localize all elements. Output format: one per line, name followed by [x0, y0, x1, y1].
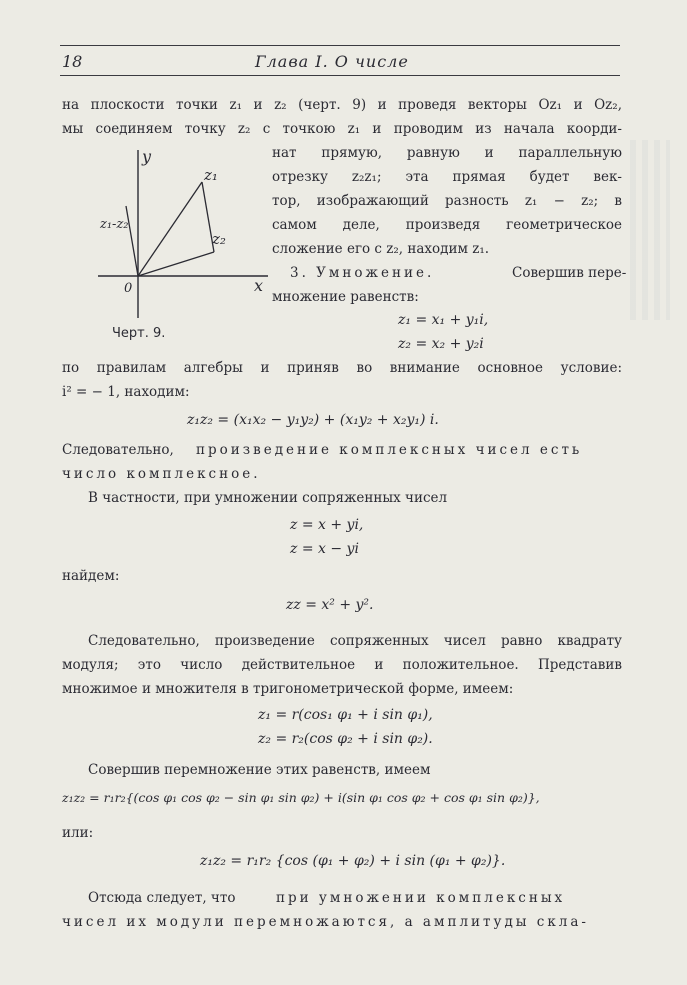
body-line-24: чисел их модули перемножаются, а амплитуды скла-	[62, 914, 589, 930]
body-line-22: Отсюда следует, что	[88, 890, 236, 906]
body-line-20: Совершив перемножение этих равенств, имеем	[88, 762, 431, 778]
formula-trig-z1: z₁ = r(cos₁ φ₁ + i sin φ₁),	[258, 707, 433, 723]
body-line-1: на плоскости точки z₁ и z₂ (черт. 9) и проведя векторы Oz₁ и Oz₂,	[62, 97, 622, 113]
y-axis-label: y	[142, 147, 152, 166]
header-top-rule	[60, 45, 620, 46]
figure-caption: Черт. 9.	[112, 326, 166, 341]
header-bottom-rule	[60, 75, 620, 76]
vector-z1	[138, 182, 202, 276]
difference-label: z₁-z₂	[100, 217, 129, 232]
bleed-through	[630, 140, 670, 320]
z2-label: z₂	[212, 230, 226, 248]
running-head: Глава I. О числе	[255, 52, 409, 71]
figure-diagram	[98, 140, 278, 320]
page-number: 18	[62, 52, 83, 71]
body-line-14: число комплексное.	[62, 466, 261, 482]
body-line-12: Следовательно,	[62, 442, 174, 458]
formula-z1: z₁ = x₁ + y₁i,	[398, 312, 489, 328]
origin-label: 0	[124, 281, 133, 296]
formula-result: z₁z₂ = r₁r₂ {cos (φ₁ + φ₂) + i sin (φ₁ + φ₂)}.	[200, 853, 506, 869]
body-line-7: сложение его с z₂, находим z₁.	[272, 241, 490, 257]
body-line-15: В частности, при умножении сопряженных чисел	[88, 490, 448, 506]
formula-trig-z2: z₂ = r₂(cos φ₂ + i sin φ₂).	[258, 731, 433, 747]
formula-conj-1: z = x + yi,	[290, 517, 364, 533]
body-line-11: i² = − 1, находим:	[62, 384, 190, 400]
body-line-2: мы соединяем точку z₂ с точкою z₁ и проводим из начала коорди-	[62, 121, 622, 137]
z1-label: z₁	[204, 166, 218, 184]
body-line-9: множение равенств:	[272, 289, 419, 305]
body-line-8: Совершив пере-	[512, 265, 627, 281]
body-line-21: или:	[62, 825, 94, 841]
vector-z2	[138, 252, 214, 276]
body-line-16: найдем:	[62, 568, 120, 584]
formula-expanded: z₁z₂ = r₁r₂{(cos φ₁ cos φ₂ − sin φ₁ sin φ₂) + i(sin φ₁ cos φ₂ + cos φ₁ sin φ₂)},	[62, 790, 540, 805]
formula-z2: z₂ = x₂ + y₂i	[398, 336, 484, 352]
body-line-5: тор, изображающий разность z₁ − z₂; в	[272, 193, 622, 209]
body-line-4: отрезку z₂z₁; эта прямая будет век-	[272, 169, 622, 185]
body-line-23: при умножении комплексных	[276, 890, 566, 906]
x-axis-label: x	[254, 276, 264, 295]
body-line-6: самом деле, произведя геометрическое	[272, 217, 622, 233]
section-heading: 3. Умножение.	[290, 265, 435, 281]
body-line-3: нат прямую, равную и параллельную	[272, 145, 622, 161]
formula-conj-2: z = x − yi	[290, 541, 359, 557]
body-line-17: Следовательно, произведение сопряженных чисел равно квадрату	[88, 633, 622, 649]
formula-modulus: zz = x² + y².	[286, 597, 374, 613]
body-line-19: множимое и множителя в тригонометрической форме, имеем:	[62, 681, 514, 697]
body-line-18: модуля; это число действительное и положительное. Представив	[62, 657, 622, 673]
formula-product: z₁z₂ = (x₁x₂ − y₁y₂) + (x₁y₂ + x₂y₁) i.	[187, 412, 439, 428]
body-line-10: по правилам алгебры и приняв во внимание основное условие:	[62, 360, 622, 376]
body-line-13: произведение комплексных чисел есть	[196, 442, 583, 458]
